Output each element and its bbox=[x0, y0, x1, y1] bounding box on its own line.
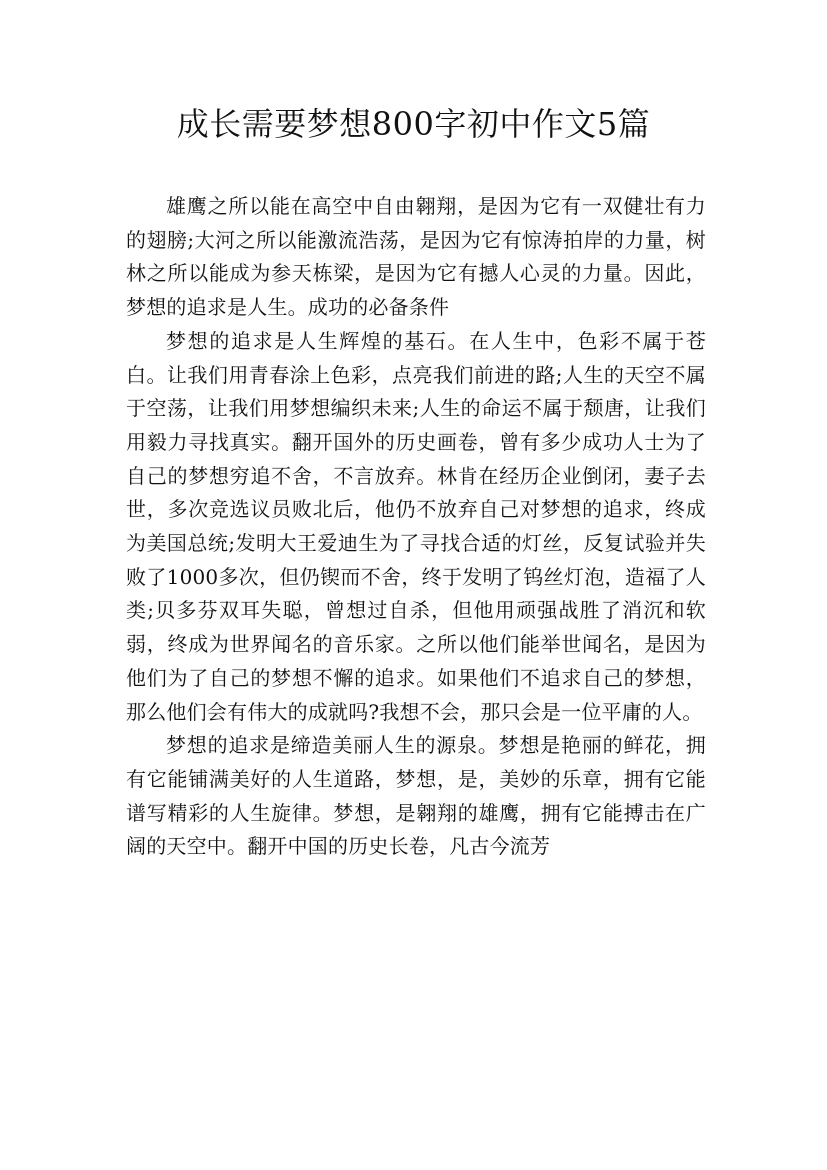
document-title: 成长需要梦想800字初中作文5篇 bbox=[176, 105, 651, 143]
paragraph: 梦想的追求是缔造美丽人生的源泉。梦想是艳丽的鲜花，拥有它能铺满美好的人生道路，梦想，是，美妙的乐章，拥有它能谱写精彩的人生旋律。梦想，是翱翔的雄鹰，拥有它能搏击在广阔的天空中。翻开中国的历史长卷，凡古今流芳 bbox=[126, 733, 706, 859]
paragraph: 梦想的追求是人生辉煌的基石。在人生中，色彩不属于苍白。让我们用青春涂上色彩，点亮我们前进的路;人生的天空不属于空荡，让我们用梦想编织未来;人生的命运不属于颓唐，让我们用毅力寻找真实。翻开国外的历史画卷，曾有多少成功人士为了自己的梦想穷追不舍，不言放弃。林肯在经历企业倒闭，妻子去世，多次竞选议员败北后，他仍不放弃自己对梦想的追求，终成为美国总统;发明大王爱迪生为了寻找合适的灯丝，反复试验并失败了1000多次，但仍锲而不舍，终于发明了钨丝灯泡，造福了人类;贝多芬双耳失聪，曾想过自杀，但他用顽强战胜了消沉和软弱，终成为世界闻名的音乐家。之所以他们能举世闻名，是因为他们为了自己的梦想不懈的追求。如果他们不追求自己的梦想，那么他们会有伟大的成就吗?我想不会，那只会是一位平庸的人。 bbox=[126, 328, 706, 724]
document-body bbox=[126, 190, 706, 864]
paragraph: 雄鹰之所以能在高空中自由翱翔，是因为它有一双健壮有力的翅膀;大河之所以能激流浩荡，是因为它有惊涛拍岸的力量，树林之所以能成为参天栋梁，是因为它有撼人心灵的力量。因此，梦想的追求是人生。成功的必备条件 bbox=[126, 194, 706, 320]
